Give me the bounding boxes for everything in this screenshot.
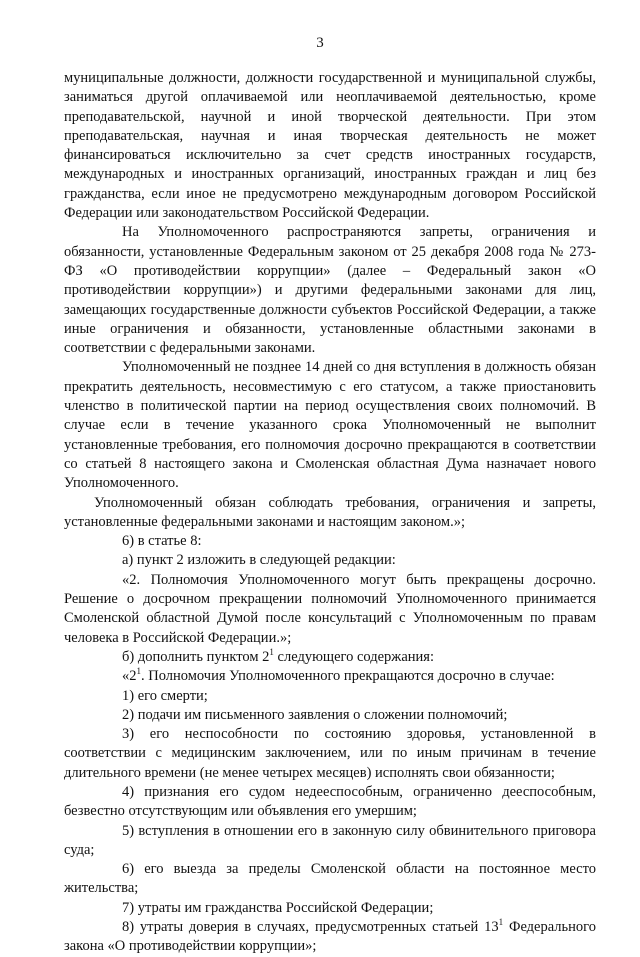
text-run: следующего содержания:: [273, 648, 434, 665]
list-item: [64, 918, 596, 957]
paragraph: Уполномоченный обязан соблюдать требования, ограничения и запреты, установленные федеральными законами и настоящим законом.»;: [64, 494, 596, 530]
text-run: «2: [122, 668, 137, 685]
superscript: 1: [269, 646, 274, 657]
list-item: 5) вступления в отношении его в законную силу обвинительного приговора суда;: [64, 822, 596, 858]
list-item: 6) в статье 8:: [122, 533, 202, 550]
superscript: 1: [498, 917, 504, 928]
paragraph: [64, 667, 596, 686]
list-item: 2) подачи им письменного заявления о сложении полномочий;: [122, 706, 508, 723]
list-item: 7) утраты им гражданства Российской Федерации;: [122, 899, 434, 916]
superscript: 1: [136, 666, 141, 677]
text-run: . Полномочия Уполномоченного прекращаются досрочно в случае:: [141, 668, 555, 685]
list-item: 1) его смерти;: [122, 687, 208, 704]
list-item: а) пункт 2 изложить в следующей редакции:: [122, 552, 396, 569]
text-run: 8) утраты доверия в случаях, предусмотренных статьей 13: [122, 919, 499, 936]
paragraph: На Уполномоченного распространяются запреты, ограничения и обязанности, установленные Федеральным законом от 25 декабря 2008 года № 273-ФЗ «О противодействии коррупции» (далее – Федеральный закон «О противодействии коррупции») и другими федеральными законами для лиц, замещающих государственные должности субъектов Российской Федерации, а также иные ограничения и обязанности, установленные областными законами в соответствии с федеральными законами.: [64, 224, 596, 357]
list-item: 3) его неспособности по состоянию здоровья, установленной в соответствии с медицинским заключением, или по иным причинам в течение длительного времени (не менее четырех месяцев) исполнять свои обязанности;: [64, 726, 596, 781]
list-item: [64, 648, 596, 667]
paragraph: Уполномоченный не позднее 14 дней со дня вступления в должность обязан прекратить деятельность, несовместимую с его статусом, а также приостановить членство в политической партии на период осуществления своих полномочий. В случае если в течение указанного срока Уполномоченный не выполнит установленные требования, его полномочия досрочно прекращаются в соответствии со статьей 8 настоящего закона и Смоленская областная Дума назначает нового Уполномоченного.: [64, 359, 596, 492]
page-number: 3: [316, 35, 324, 51]
list-item: 6) его выезда за пределы Смоленской области на постоянное место жительства;: [64, 861, 596, 897]
text-run: б) дополнить пунктом 2: [122, 648, 270, 665]
list-item: 4) признания его судом недееспособным, ограниченно дееспособным, безвестно отсутствующим или объявления его умершим;: [64, 783, 596, 820]
document-body: [64, 69, 596, 957]
paragraph: муниципальные должности, должности государственной и муниципальной службы, заниматься другой оплачиваемой или неоплачиваемой деятельностью, кроме преподавательской, научной и иной творческой деятельности. При этом преподавательская, научная и иная творческая деятельность не может финансироваться исключительно за счет средств иностранных государств, международных и иностранных организаций, иностранных граждан и лиц без гражданства, если иное не предусмотрено международным договором Российской Федерации или законодательством Российской Федерации.: [64, 70, 596, 222]
text-run: Федерального закона «О противодействии коррупции»;: [64, 919, 597, 955]
paragraph: «2. Полномочия Уполномоченного могут быть прекращены досрочно. Решение о досрочном прекращении полномочий Уполномоченного принимается Смоленской областной Думой после консультаций с Уполномоченным по правам человека в Российской Федерации.»;: [64, 571, 596, 646]
